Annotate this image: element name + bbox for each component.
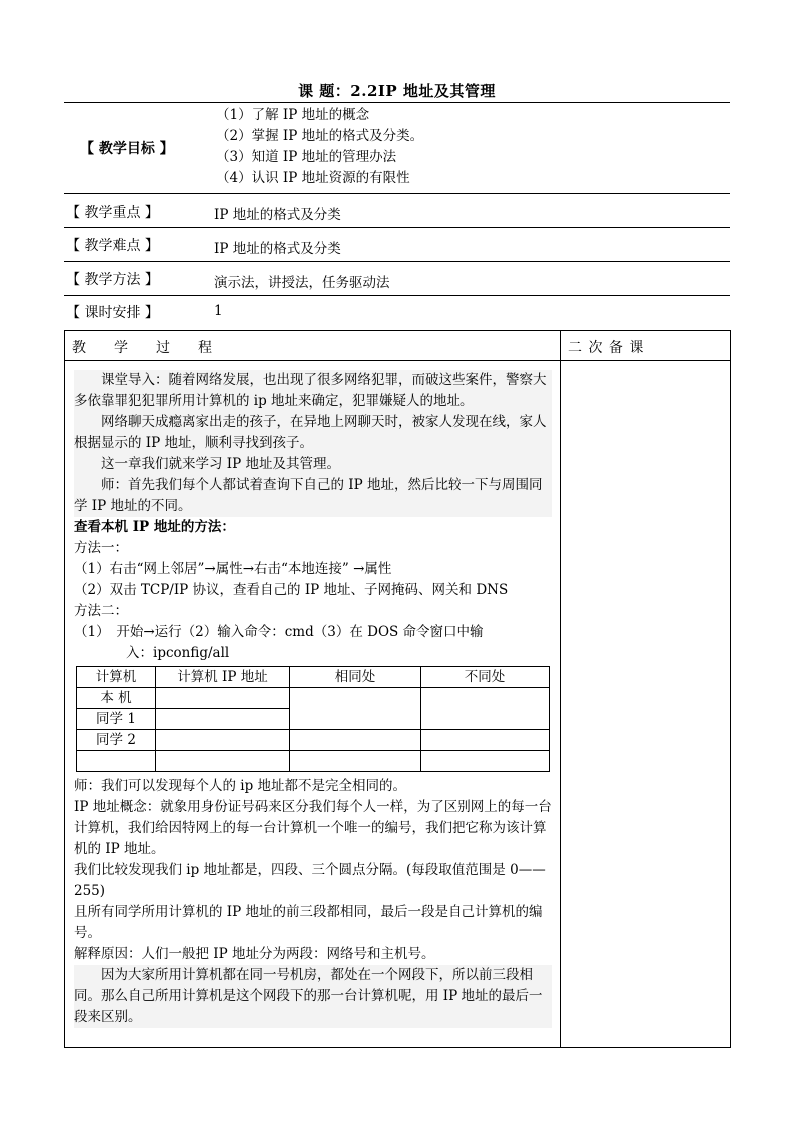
- divider: [64, 227, 730, 228]
- methods-value: 演示法，讲授法，任务驱动法: [214, 275, 390, 291]
- reason-detail: 因为大家所用计算机都在同一号机房，都处在一个网段下，所以前三段相同。那么自己所用计算机是这个网段下的那一台计算机呢，用 IP 地址的最后一段来区别。: [74, 965, 552, 1028]
- difficulties-value: IP 地址的格式及分类: [214, 241, 341, 257]
- ip-concept: IP 地址概念：就象用身份证号码来区分我们每个人一样，为了区别网上的每一台计算机，我们给因特网上的每一台计算机一个唯一的编号，我们把它称为该计算机的 IP 地址。: [74, 799, 552, 857]
- divider: [64, 193, 730, 194]
- difficulties-label: 【 教学难点 】: [66, 238, 159, 254]
- schedule-value: 1: [214, 303, 223, 319]
- table-cell: [156, 709, 290, 730]
- table-header: 计算机: [77, 667, 156, 688]
- intro-paragraph: 课堂导入：随着网络发展，也出现了很多网络犯罪，而破这些案件，警察大多依靠罪犯犯罪所用计算机的 ip 地址来确定，犯罪嫌疑人的地址。: [74, 372, 547, 409]
- method1-step2: （2）双击 TCP/IP 协议，查看自己的 IP 地址、子网掩码、网关和 DNS: [74, 582, 509, 598]
- method2-label: 方法二：: [74, 603, 128, 619]
- table-header: 不同处: [421, 667, 550, 688]
- table-row: [77, 730, 550, 751]
- table-cell: 本 机: [77, 688, 156, 709]
- column-divider: [560, 330, 561, 1047]
- table-cell: [290, 730, 421, 751]
- divider: [64, 295, 730, 296]
- lesson-content: [74, 370, 552, 1028]
- story-paragraph: 网络聊天成瘾离家出走的孩子，在异地上网聊天时，被家人发现在线，家人根据显示的 IP 地址，顺利寻找到孩子。: [74, 414, 547, 451]
- teacher-observation: 师：我们可以发现每个人的 ip 地址都不是完全相同的。: [74, 778, 407, 794]
- prep-header: 二 次 备 课: [568, 340, 645, 356]
- method2-cont: 入：ipconfig/all: [126, 645, 230, 661]
- divider: [64, 261, 730, 262]
- ip-comparison-table: [76, 666, 550, 772]
- table-cell: [421, 730, 550, 751]
- key-points-label: 【 教学重点 】: [66, 205, 159, 221]
- method1-step1: （1）右击“网上邻居”→属性→右击“本地连接” →属性: [74, 561, 392, 577]
- table-cell: [156, 751, 290, 772]
- lesson-title: 课 题：2.2IP 地址及其管理: [298, 82, 496, 100]
- same-paragraph: 且所有同学所用计算机的 IP 地址的前三段都相同，最后一段是自己计算机的编号。: [74, 904, 543, 941]
- table-cell: [290, 751, 421, 772]
- table-header: 相同处: [290, 667, 421, 688]
- compare-paragraph: 我们比较发现我们 ip 地址都是，四段、三个圆点分隔。(每段取值范围是 0——255): [74, 862, 546, 899]
- header-divider: [64, 360, 730, 361]
- objective-item: （2）掌握 IP 地址的格式及分类。: [216, 128, 424, 144]
- table-cell: 同学 1: [77, 709, 156, 730]
- table-cell: [77, 751, 156, 772]
- table-row: [77, 751, 550, 772]
- table-row: [77, 688, 550, 709]
- table-cell: [156, 688, 290, 709]
- objective-item: （1）了解 IP 地址的概念: [216, 107, 370, 123]
- key-points-value: IP 地址的格式及分类: [214, 207, 341, 223]
- objectives-label: 【 教学目标 】: [80, 141, 174, 157]
- divider: [64, 102, 730, 103]
- intro-block: [74, 370, 552, 517]
- teacher-paragraph: 师：首先我们每个人都试着查询下自己的 IP 地址，然后比较一下与周围同学 IP 地址的不同。: [74, 477, 543, 514]
- method-heading: 查看本机 IP 地址的方法：: [74, 519, 235, 535]
- method1-label: 方法一：: [74, 540, 128, 556]
- chapter-paragraph: 这一章我们就来学习 IP 地址及其管理。: [101, 456, 340, 472]
- table-cell: [290, 688, 421, 730]
- objective-item: （3）知道 IP 地址的管理办法: [216, 149, 397, 165]
- table-header-row: [77, 667, 550, 688]
- reason-paragraph: 解释原因：人们一般把 IP 地址分为两段：网络号和主机号。: [74, 946, 435, 962]
- table-cell: [156, 730, 290, 751]
- process-header: 教 学 过 程: [72, 340, 212, 356]
- methods-label: 【 教学方法 】: [66, 272, 159, 288]
- objectives-list: [216, 105, 423, 189]
- table-header: 计算机 IP 地址: [156, 667, 290, 688]
- table-cell: [421, 688, 550, 730]
- schedule-label: 【 课时安排 】: [66, 305, 159, 321]
- table-cell: [421, 751, 550, 772]
- method2-steps: （1） 开始→运行（2）输入命令：cmd（3）在 DOS 命令窗口中输: [74, 624, 484, 640]
- table-cell: 同学 2: [77, 730, 156, 751]
- objective-item: （4）认识 IP 地址资源的有限性: [216, 170, 410, 186]
